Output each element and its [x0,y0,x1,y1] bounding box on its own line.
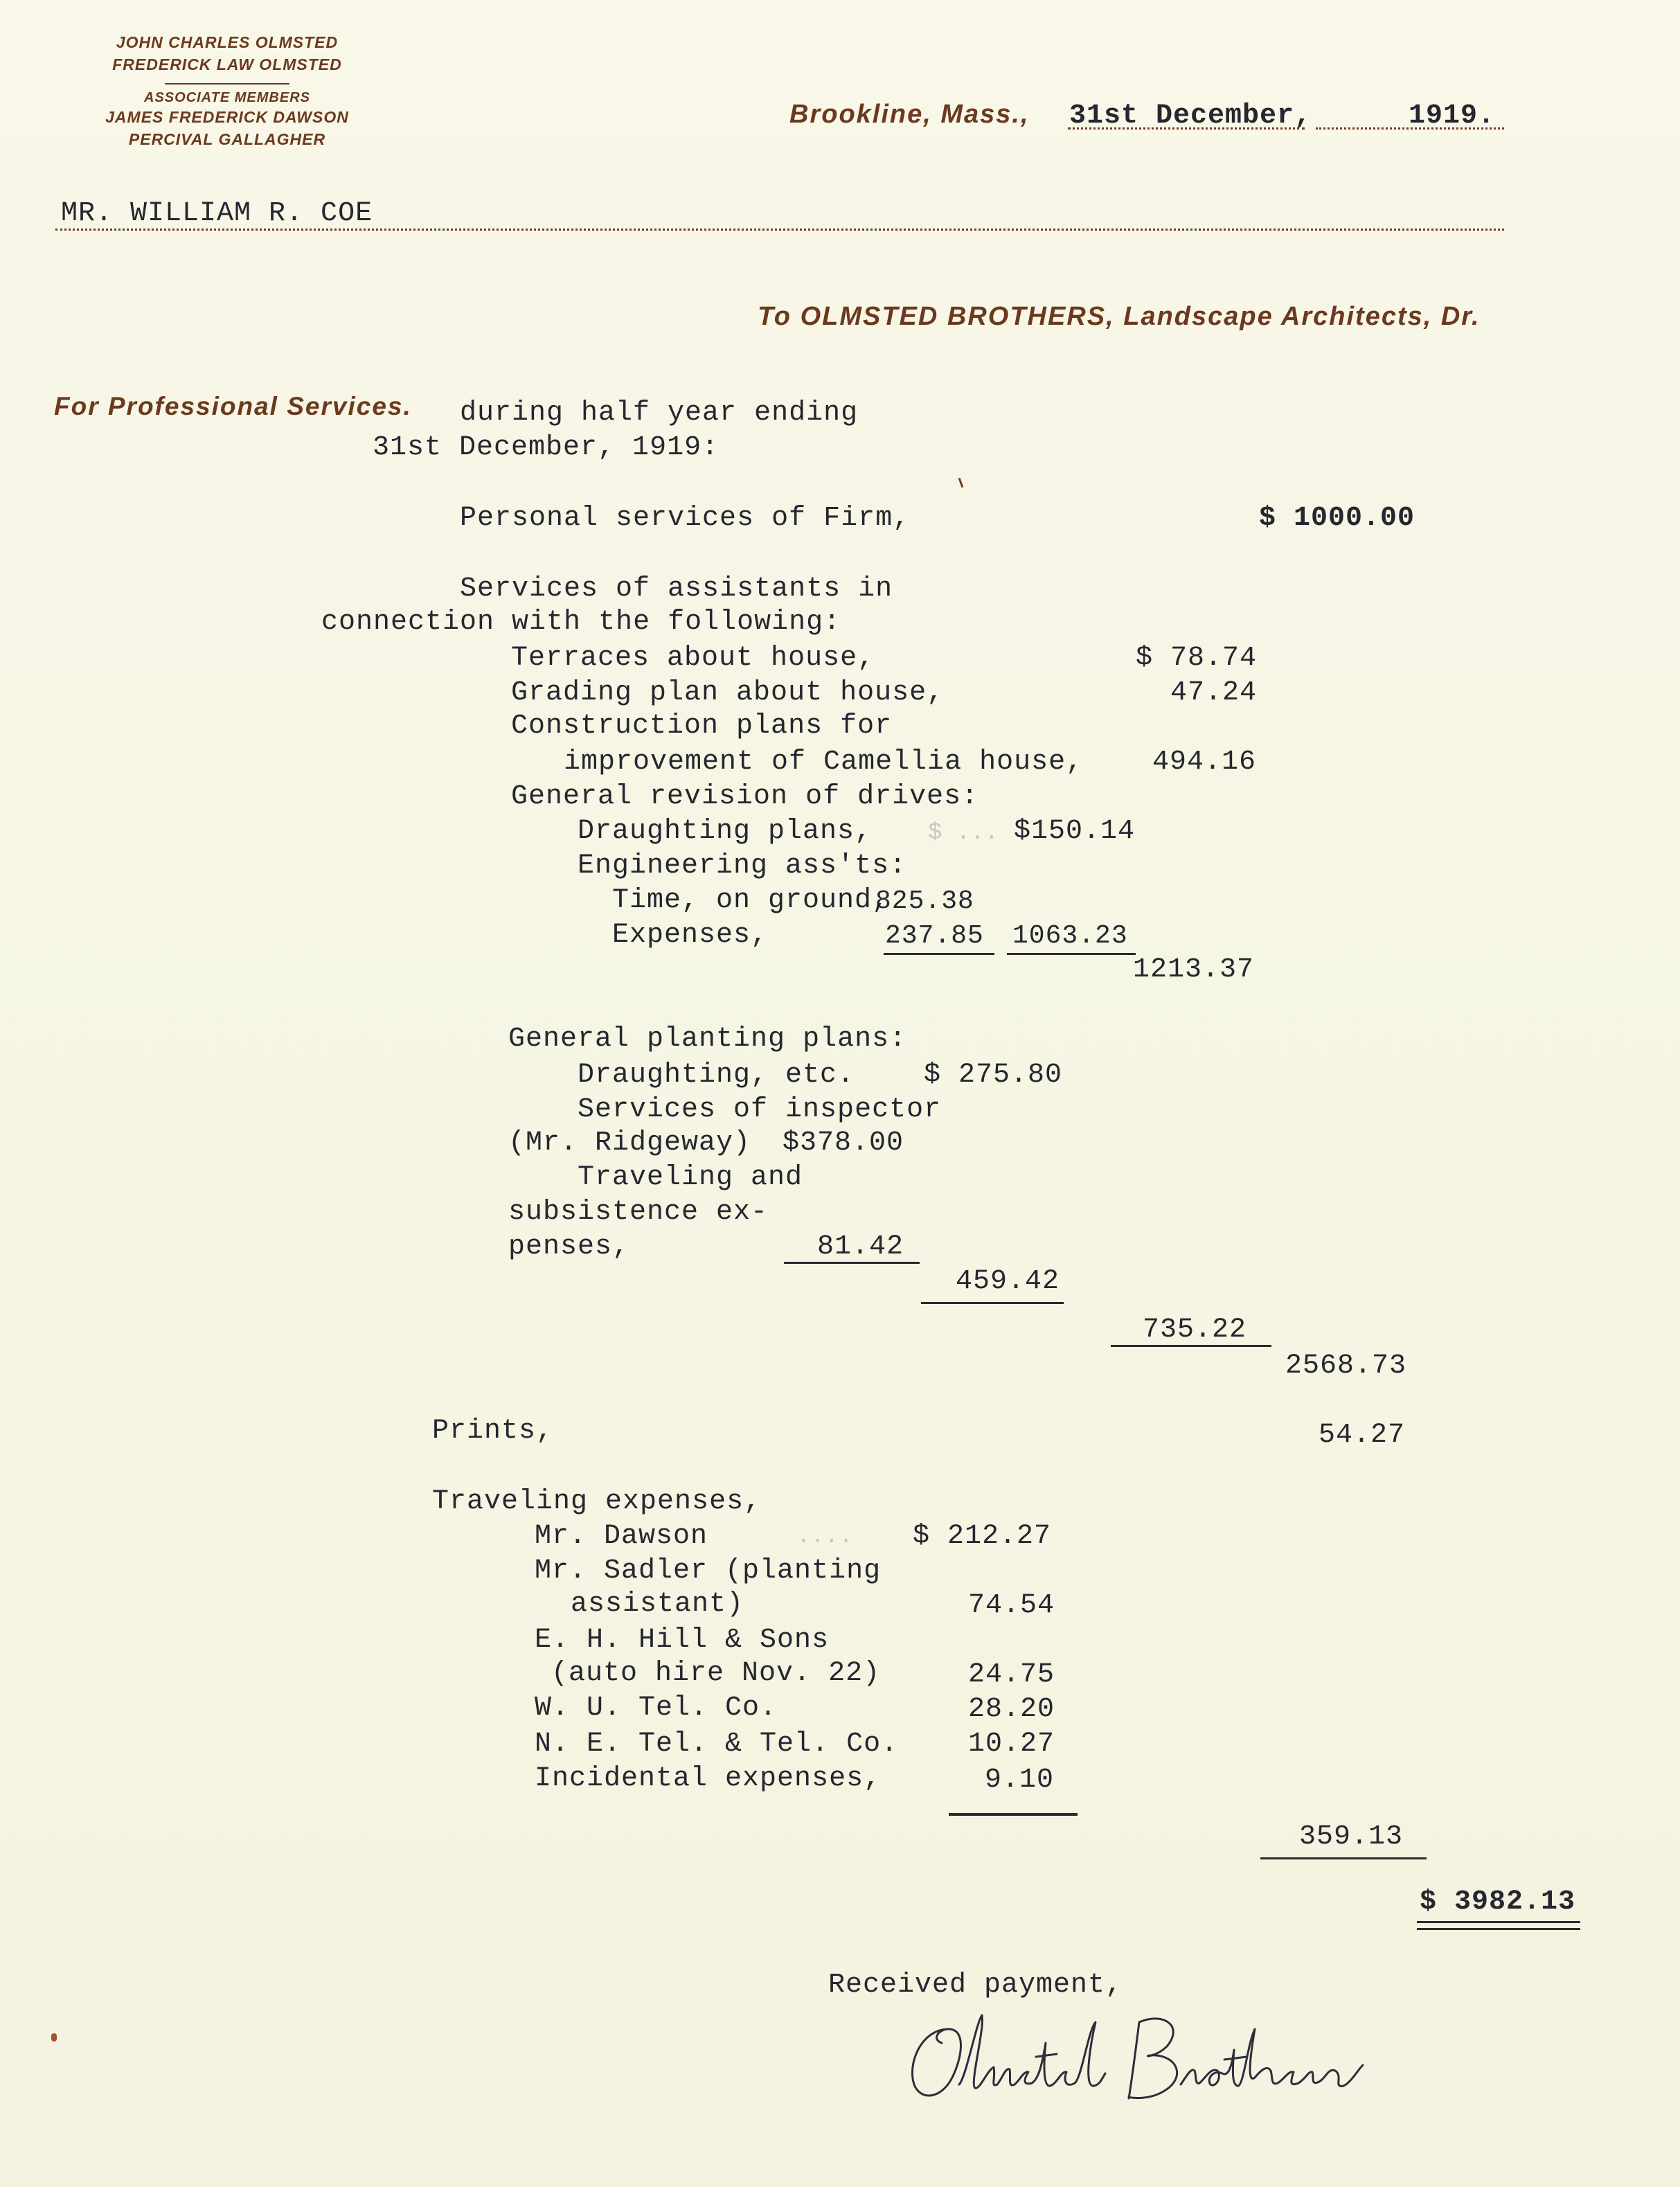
expenses-label: Expenses, [612,920,769,951]
construction-amount: 494.16 [1152,747,1257,778]
engineering-subtotal: 1063.23 [1012,921,1128,951]
grading-amount: 47.24 [1170,677,1258,708]
planting-draughting-label: Draughting, etc. [578,1060,855,1091]
planting-total: 735.22 [1143,1314,1247,1346]
planting-heading: General planting plans: [508,1024,907,1055]
sadler-amount: 74.54 [968,1590,1055,1621]
travel-line-1: Traveling and [578,1162,803,1193]
grand-total: $ 3982.13 [1420,1886,1576,1918]
assistants-heading-2: connection with the following: [321,607,841,638]
time-on-ground-amount: 825.38 [875,886,974,916]
planting-total-underline [1111,1345,1271,1347]
construction-line-2: improvement of Camellia house, [564,747,1084,778]
draughting-plans-amount: $150.14 [1014,816,1136,847]
dawson-amount: $ 212.27 [913,1521,1052,1552]
sadler-line-1: Mr. Sadler (planting [535,1555,882,1587]
olmsted-brothers-signature [900,2001,1399,2112]
prints-label: Prints, [432,1416,554,1447]
letterhead-associate-2: PERCIVAL GALLAGHER [128,130,326,148]
paper-speck [958,478,964,488]
hill-line-1: E. H. Hill & Sons [535,1625,830,1656]
drives-total: 1213.37 [1133,954,1255,985]
draughting-plans-label: Draughting plans, [578,816,873,847]
expenses-amount: 237.85 [885,921,984,951]
incidental-amount: 9.10 [985,1765,1055,1796]
period-line-2: 31st December, 1919: [373,432,720,463]
travel-line-2: subsistence ex- [508,1197,769,1228]
engineering-subtotal-underline [1007,953,1136,955]
firm-services-amount: $ 1000.00 [1259,503,1415,534]
engineering-heading: Engineering ass'ts: [578,850,907,882]
grading-label: Grading plan about house, [511,677,945,708]
grand-total-underline-2 [1417,1928,1580,1930]
firm-services-label: Personal services of Firm, [460,503,911,534]
letterhead-principal-1: JOHN CHARLES OLMSTED [116,33,339,51]
construction-line-1: Construction plans for [511,711,893,742]
letterhead-divider [165,83,289,84]
letterhead-principal-2: FREDERICK LAW OLMSTED [112,55,342,73]
letterhead-associates-heading: ASSOCIATE MEMBERS [144,90,310,105]
inspector-line-2: (Mr. Ridgeway) [508,1127,751,1159]
planting-draughting-amount: $ 275.80 [924,1060,1063,1091]
traveling-underline [949,1813,1078,1816]
date-year: 1919. [1409,100,1496,132]
traveling-total: 359.13 [1299,1821,1404,1853]
addressee-dotted-line [55,229,1504,231]
received-payment: Received payment, [828,1970,1123,2001]
expenses-underline [884,953,994,955]
prints-amount: 54.27 [1319,1420,1406,1451]
incidental-label: Incidental expenses, [535,1763,882,1794]
ne-amount: 10.27 [968,1729,1055,1760]
wu-amount: 28.20 [968,1694,1055,1725]
dawson-label: Mr. Dawson [535,1521,708,1552]
firm-line: To OLMSTED BROTHERS, Landscape Architects, Dr. [758,302,1481,331]
assistants-total: 2568.73 [1285,1350,1407,1382]
grand-total-underline-1 [1417,1921,1580,1923]
wu-label: W. U. Tel. Co. [535,1693,778,1724]
ne-label: N. E. Tel. & Tel. Co. [535,1729,899,1760]
inspector-line-1: Services of inspector [578,1094,942,1125]
date-day: 31st December, [1069,100,1312,132]
inspector-amount: $378.00 [783,1127,904,1159]
inspector-subtotal: 459.42 [956,1266,1060,1297]
inspector-subtotal-underline [921,1302,1064,1304]
traveling-heading: Traveling expenses, [432,1486,762,1517]
paper-speck [51,2033,57,2042]
erased-typing-mark: $ ... [928,820,999,846]
erased-typing-mark-2: .... [796,1524,853,1550]
travel-amount: 81.42 [817,1231,904,1262]
terraces-amount: $ 78.74 [1136,643,1258,674]
hill-amount: 24.75 [968,1659,1055,1690]
letterhead-associate-1: JAMES FREDERICK DAWSON [105,108,349,126]
assistants-heading-1: Services of assistants in [460,573,893,605]
travel-line-3: penses, [508,1231,630,1262]
period-line-1: during half year ending [460,398,859,429]
time-on-ground-label: Time, on ground, [612,885,890,916]
services-label: For Professional Services. [54,392,412,420]
traveling-total-underline [1260,1857,1427,1859]
drives-heading: General revision of drives: [511,781,979,812]
hill-line-2: (auto hire Nov. 22) [551,1658,881,1689]
sadler-line-2: assistant) [571,1589,744,1620]
travel-underline [784,1262,920,1264]
letterhead-place: Brookline, Mass., [789,100,1030,129]
terraces-label: Terraces about house, [511,643,875,674]
addressee: MR. WILLIAM R. COE [61,198,373,229]
